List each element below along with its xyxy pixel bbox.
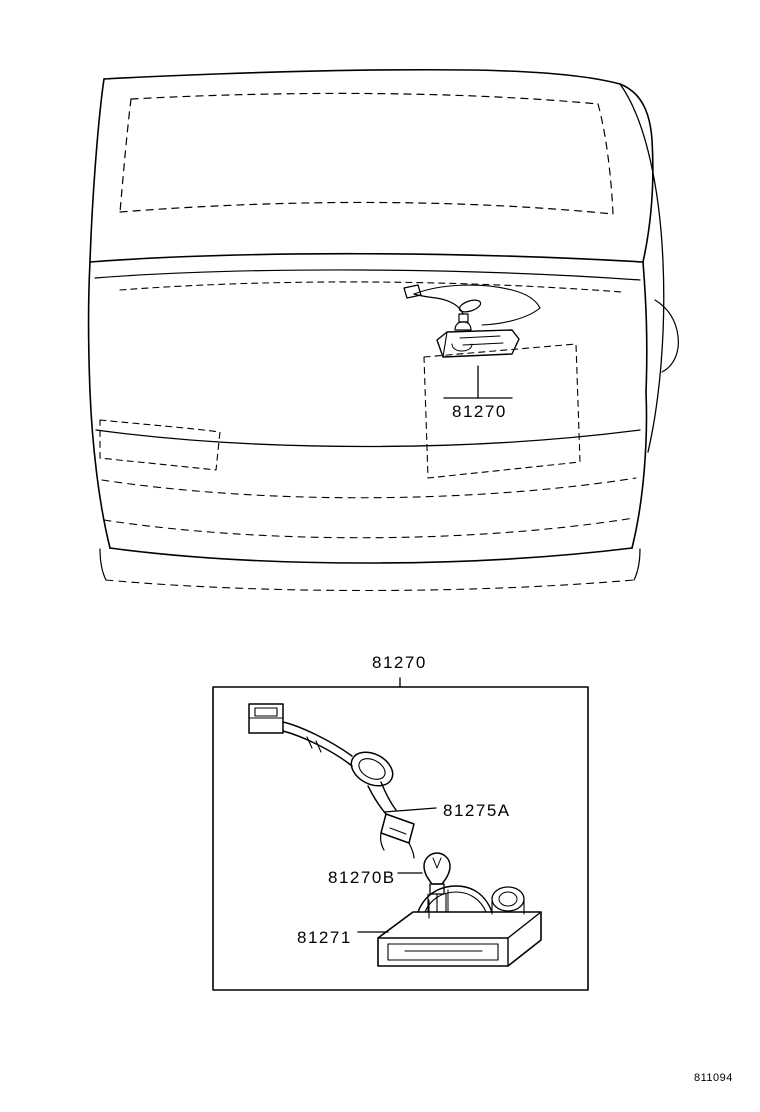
- callout-81270-detail-title[interactable]: 81270: [372, 653, 427, 672]
- callout-81271[interactable]: 81271: [297, 928, 352, 947]
- callout-81275A[interactable]: 81275A: [443, 801, 511, 820]
- callout-81270B[interactable]: 81270B: [328, 868, 396, 887]
- callout-81270-top[interactable]: 81270: [452, 402, 507, 421]
- drawing-code: 811094: [694, 1072, 733, 1084]
